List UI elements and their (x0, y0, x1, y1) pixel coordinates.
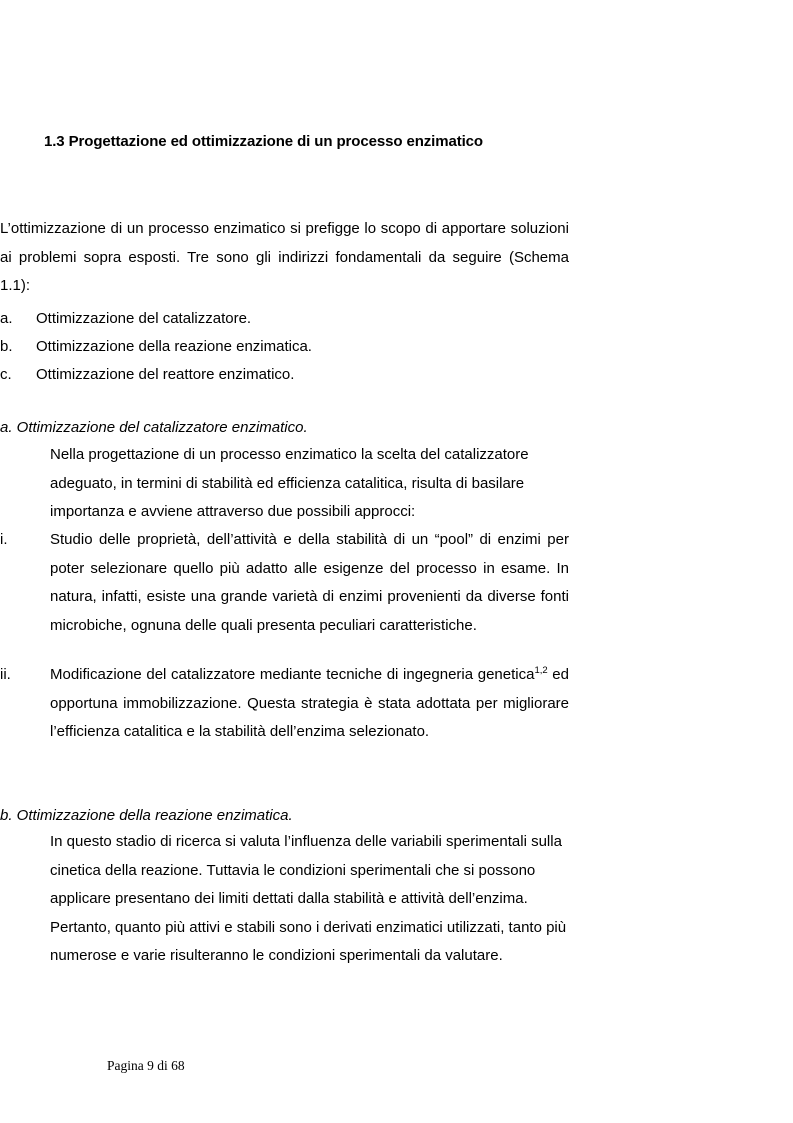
list-item-label: Ottimizzazione della reazione enzimatica. (36, 338, 312, 355)
section-a-intro-paragraph: Nella progettazione di un processo enzimatico la scelta del catalizzatore adeguato, in termini di stabilità ed efficienza catalitica, risulta di basilare importanza e avviene attraverso due possibili approcci: (50, 446, 529, 520)
roman-list-item-i (0, 526, 569, 640)
section-a-heading: a. Ottimizzazione del catalizzatore enzimatico. (0, 419, 308, 436)
list-item (0, 305, 569, 333)
ordered-list-abc (0, 305, 569, 389)
roman-item-text-part2: ed opportuna immobilizzazione. Questa strategia è stata adottata per migliorare l’efficienza catalitica e la stabilità dell’enzima selezionato. (50, 666, 569, 740)
list-marker: b. (0, 338, 13, 355)
list-item-label: Ottimizzazione del reattore enzimatico. (36, 366, 295, 383)
list-item (0, 361, 569, 389)
footnote-reference: 1,2 (534, 665, 548, 676)
roman-list-item-ii (0, 661, 569, 747)
list-item-label: Ottimizzazione del catalizzatore. (36, 310, 252, 327)
roman-item-text: Studio delle proprietà, dell’attività e della stabilità di un “pool” di enzimi per poter selezionare quello più adatto alle esigenze del processo in esame. In natura, infatti, esiste una grande varietà di enzimi provenienti da diverse fonti microbiche, ognuna delle quali presenta peculiari caratteristiche. (50, 531, 569, 634)
roman-marker: ii. (0, 666, 11, 683)
section-b-paragraph: In questo stadio di ricerca si valuta l’influenza delle variabili sperimentali sulla cinetica della reazione. Tuttavia le condizioni sperimentali che si possono applicare presentano dei limiti dettati dalla stabilità e attività dell’enzima. Pertanto, quanto più attivi e stabili sono i derivati enzimatici utilizzati, tanto più numerose e varie risulteranno le condizioni sperimentali da valutare. (50, 833, 567, 964)
intro-paragraph: L’ottimizzazione di un processo enzimatico si prefigge lo scopo di apportare soluzioni ai problemi sopra esposti. Tre sono gli indirizzi fondamentali da seguire (Schema 1.1): (0, 220, 569, 294)
page-footer: Pagina 9 di 68 (107, 1058, 185, 1073)
section-b-heading: b. Ottimizzazione della reazione enzimatica. (0, 807, 293, 824)
list-item (0, 333, 569, 361)
roman-item-text-part1: Modificazione del catalizzatore mediante tecniche di ingegneria genetica (50, 666, 535, 683)
list-marker: a. (0, 310, 13, 327)
roman-marker: i. (0, 531, 8, 548)
roman-item-text (50, 661, 569, 747)
list-marker: c. (0, 366, 12, 383)
page-title: 1.3 Progettazione ed ottimizzazione di un processo enzimatico (44, 133, 483, 150)
